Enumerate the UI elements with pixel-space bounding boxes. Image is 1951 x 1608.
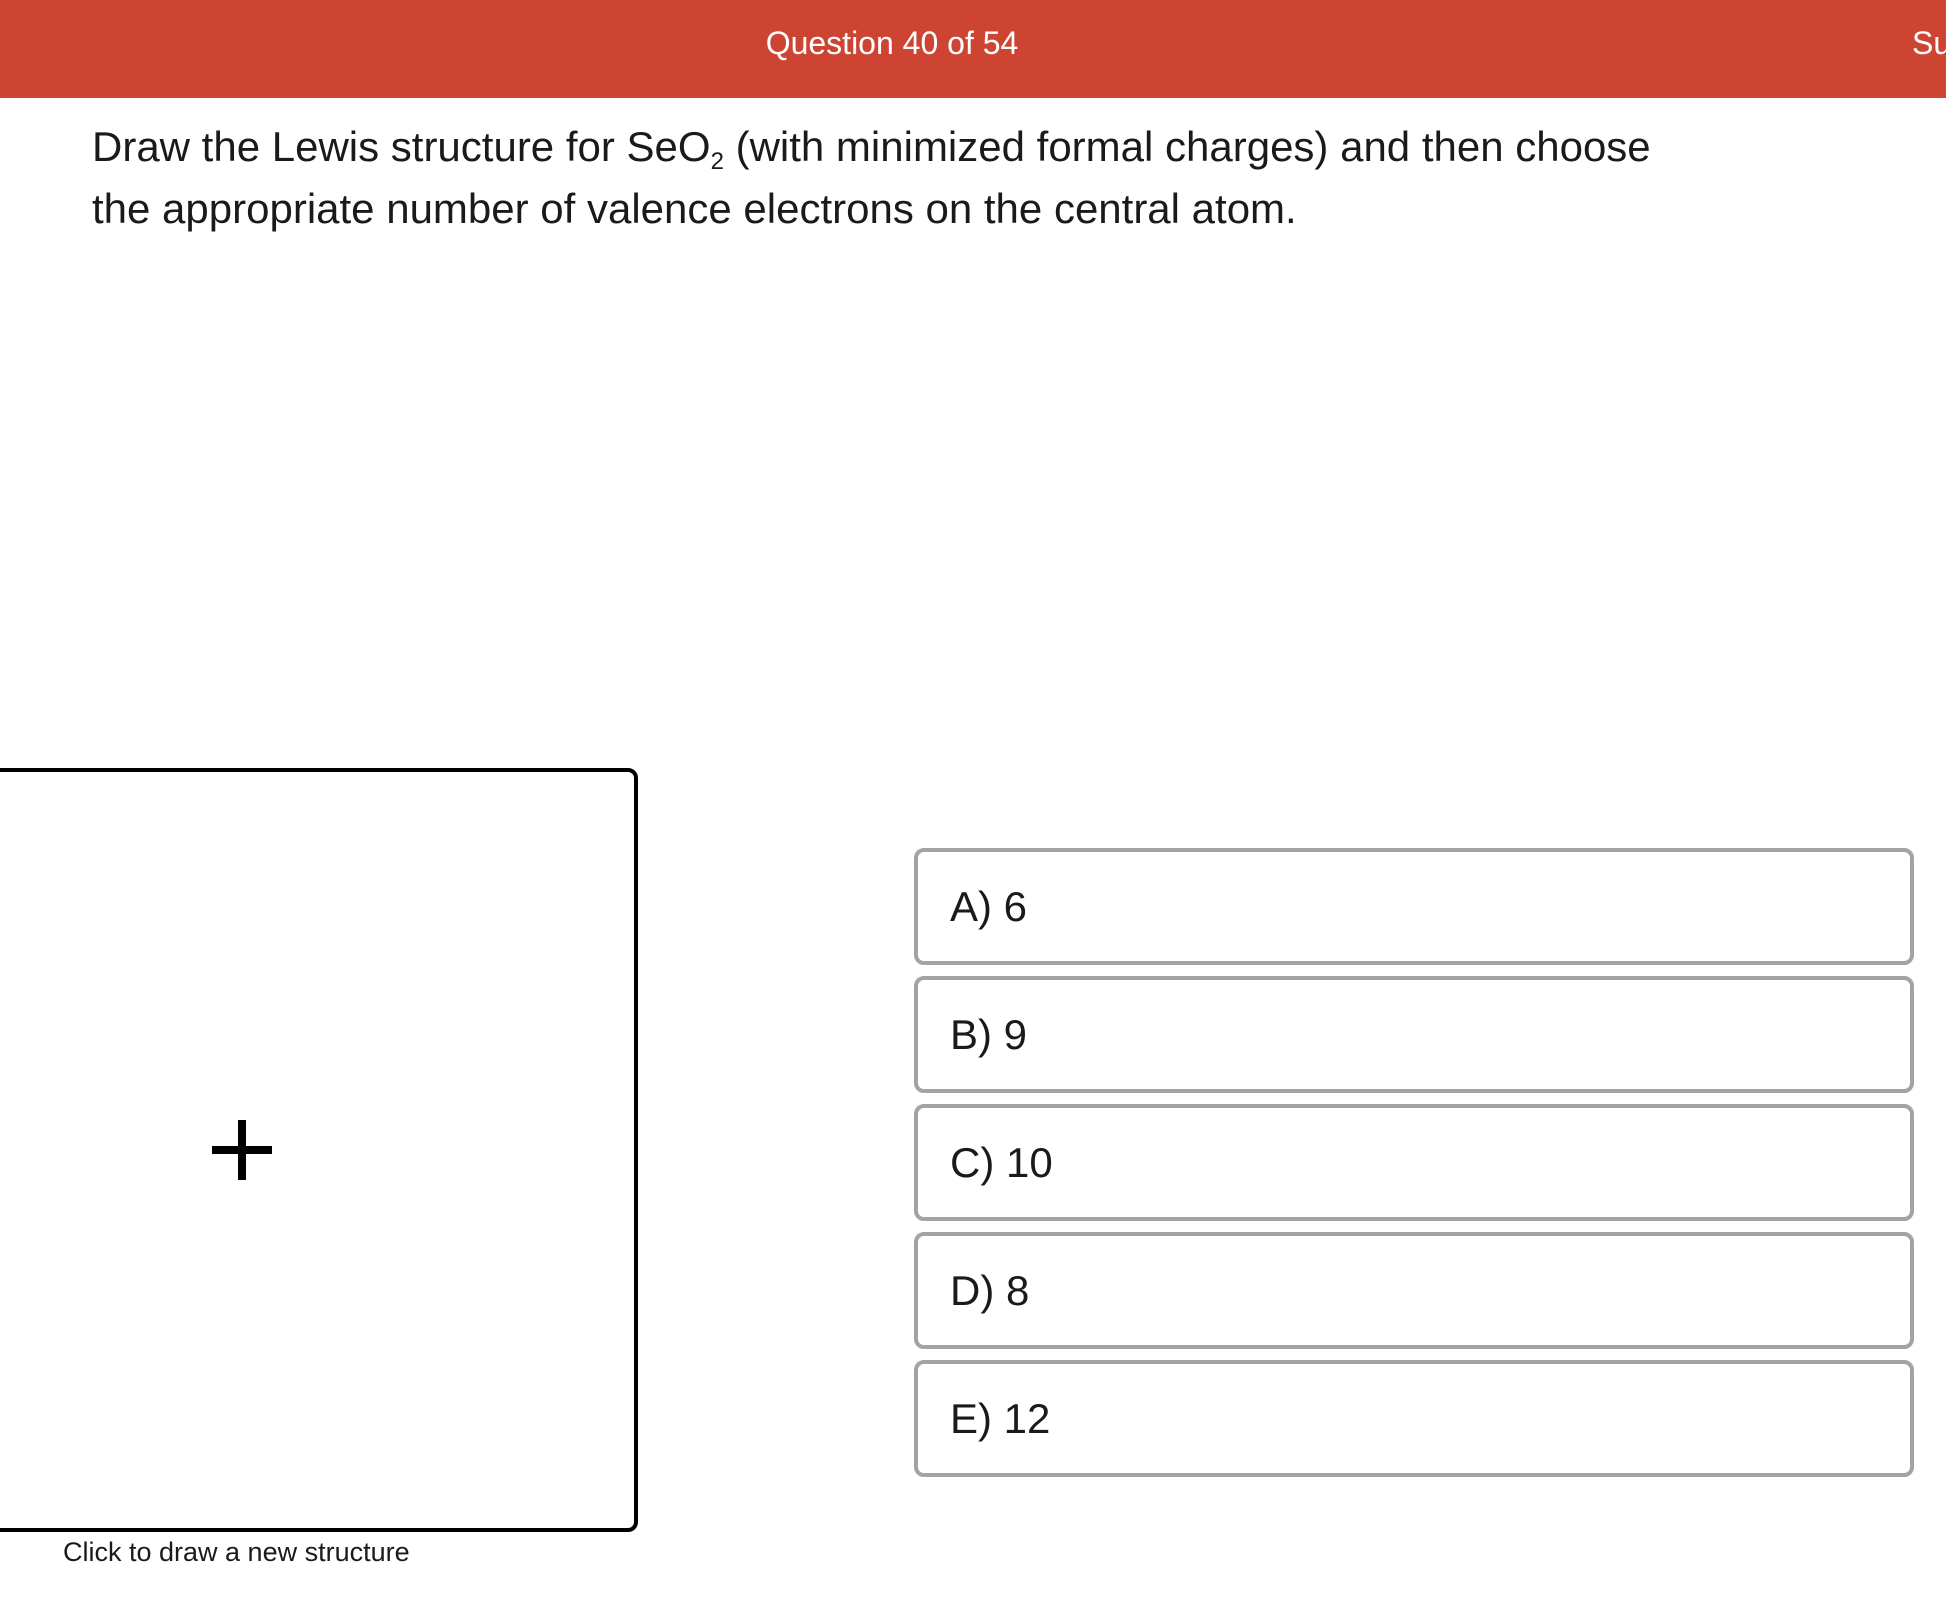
answer-choices xyxy=(914,848,1914,1488)
question-counter: Question 40 of 54 xyxy=(765,25,1019,61)
choice-d[interactable] xyxy=(914,1232,1914,1349)
formula-subscript: 2 xyxy=(710,148,724,175)
question-text-end: (with minimized formal charges) and then choose the appropriate number of valence electrons on the central atom. xyxy=(92,123,1651,232)
question-prompt xyxy=(92,116,1652,240)
choice-b[interactable] xyxy=(914,976,1914,1093)
choice-c[interactable] xyxy=(914,1104,1914,1221)
choice-label: D) 8 xyxy=(950,1266,1030,1314)
draw-structure-caption: Click to draw a new structure xyxy=(63,1537,410,1567)
structure-drawing-area[interactable] xyxy=(0,768,638,1532)
choice-label: E) 12 xyxy=(950,1394,1051,1442)
question-header-bar xyxy=(0,0,1951,98)
submit-button[interactable]: Su xyxy=(1912,25,1951,61)
choice-label: C) 10 xyxy=(950,1138,1053,1186)
choice-label: B) 9 xyxy=(950,1010,1028,1058)
choice-e[interactable] xyxy=(914,1360,1914,1477)
plus-icon[interactable] xyxy=(212,1120,272,1180)
question-text-start: Draw the Lewis structure for SeO xyxy=(92,123,711,170)
choice-label: A) 6 xyxy=(950,882,1028,930)
choice-a[interactable] xyxy=(914,848,1914,965)
